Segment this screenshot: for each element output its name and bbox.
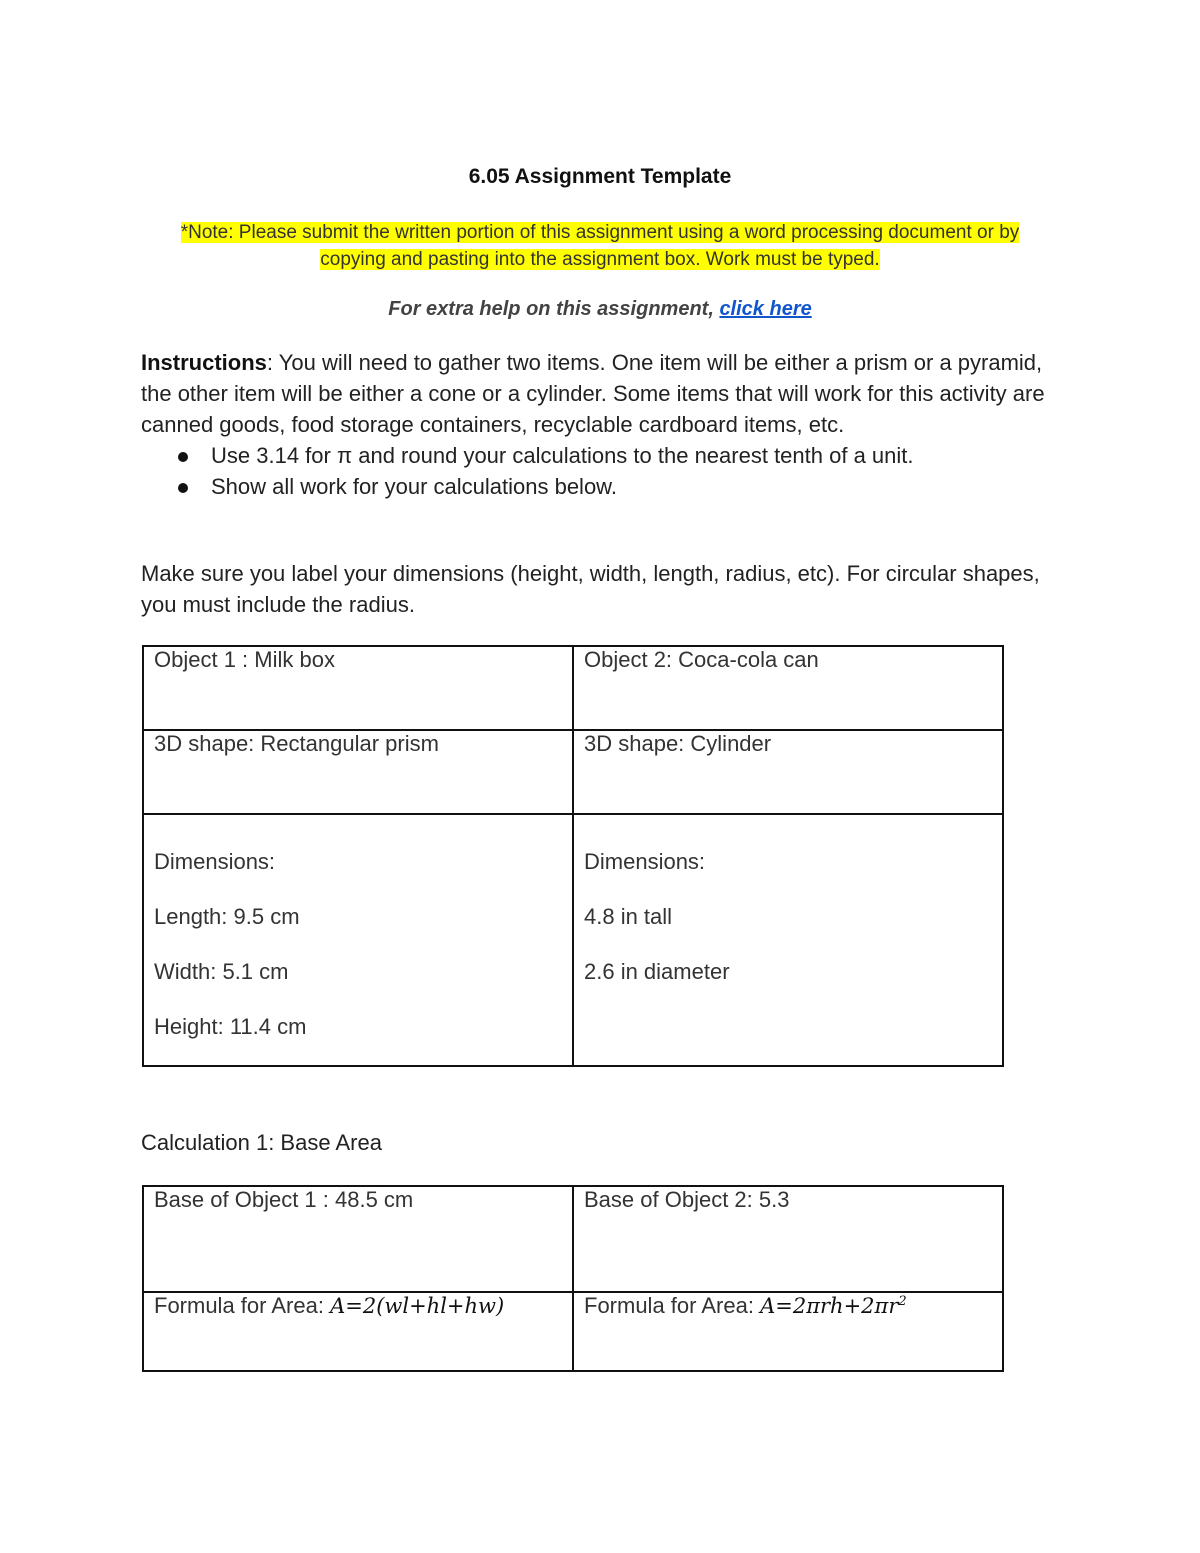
dimension-line: Height: 11.4 cm (154, 1014, 307, 1039)
extra-help-text: For extra help on this assignment, (388, 298, 720, 320)
dimension-line: 4.8 in tall (584, 904, 673, 929)
page-title: 6.05 Assignment Template (468, 165, 732, 188)
base-1-cell: Base of Object 1 : 48.5 cm (143, 1186, 573, 1292)
dimension-line: Dimensions: (154, 849, 276, 874)
instructions-paragraph (141, 347, 1071, 440)
dimension-line: Width: 5.1 cm (154, 959, 289, 984)
objects-table (142, 645, 1004, 1067)
formula-1: A=2(wl+hl+hw) (330, 1294, 505, 1318)
click-here-link[interactable]: click here (719, 298, 812, 320)
formula-2-main: A=2πrh+2πr (760, 1294, 899, 1318)
base-area-table (142, 1185, 1004, 1372)
calculation-1-heading: Calculation 1: Base Area (141, 1130, 382, 1155)
formula-2 (760, 1294, 907, 1318)
object-1-cell: Object 1 : Milk box (143, 646, 573, 730)
label-dimensions-paragraph: Make sure you label your dimensions (height, width, length, radius, etc). For circular shapes, you must include the radius. (141, 561, 1040, 617)
extra-help (0, 298, 1200, 321)
instructions-text: : You will need to gather two items. One item will be either a prism or a pyramid, the other item will be either a cone or a cylinder. Some items that will work for this activity are canned goods, food storage containers, recyclable cardboard items, etc. (141, 350, 1045, 437)
shape-1-cell: 3D shape: Rectangular prism (143, 730, 573, 814)
object-2-cell: Object 2: Coca-cola can (573, 646, 1003, 730)
dimensions-2-cell (573, 814, 1003, 1066)
dimension-line: Dimensions: (584, 849, 706, 874)
table-row (143, 1186, 1003, 1292)
base-2-cell: Base of Object 2: 5.3 (573, 1186, 1003, 1292)
instructions-bullet-list (176, 440, 1056, 502)
formula-2-exponent: 2 (898, 1294, 907, 1309)
dimensions-1-cell (143, 814, 573, 1066)
table-row (143, 814, 1003, 1066)
table-row (143, 730, 1003, 814)
list-item: Use 3.14 for π and round your calculations to the nearest tenth of a unit. (176, 440, 1056, 471)
formula-label: Formula for Area: (154, 1293, 331, 1318)
dimension-line: Length: 9.5 cm (154, 904, 300, 929)
list-item: Show all work for your calculations below. (176, 471, 1056, 502)
note-line-1: *Note: Please submit the written portion of this assignment using a word processing document or by (180, 222, 1020, 243)
formula-2-cell (573, 1292, 1003, 1371)
formula-label: Formula for Area: (584, 1293, 761, 1318)
instructions-label: Instructions (141, 350, 267, 375)
dimension-line: 2.6 in diameter (584, 959, 730, 984)
shape-2-cell: 3D shape: Cylinder (573, 730, 1003, 814)
formula-1-cell (143, 1292, 573, 1371)
submission-note (120, 219, 1080, 273)
table-row (143, 1292, 1003, 1371)
table-row (143, 646, 1003, 730)
note-line-2: copying and pasting into the assignment box. Work must be typed. (320, 249, 880, 270)
